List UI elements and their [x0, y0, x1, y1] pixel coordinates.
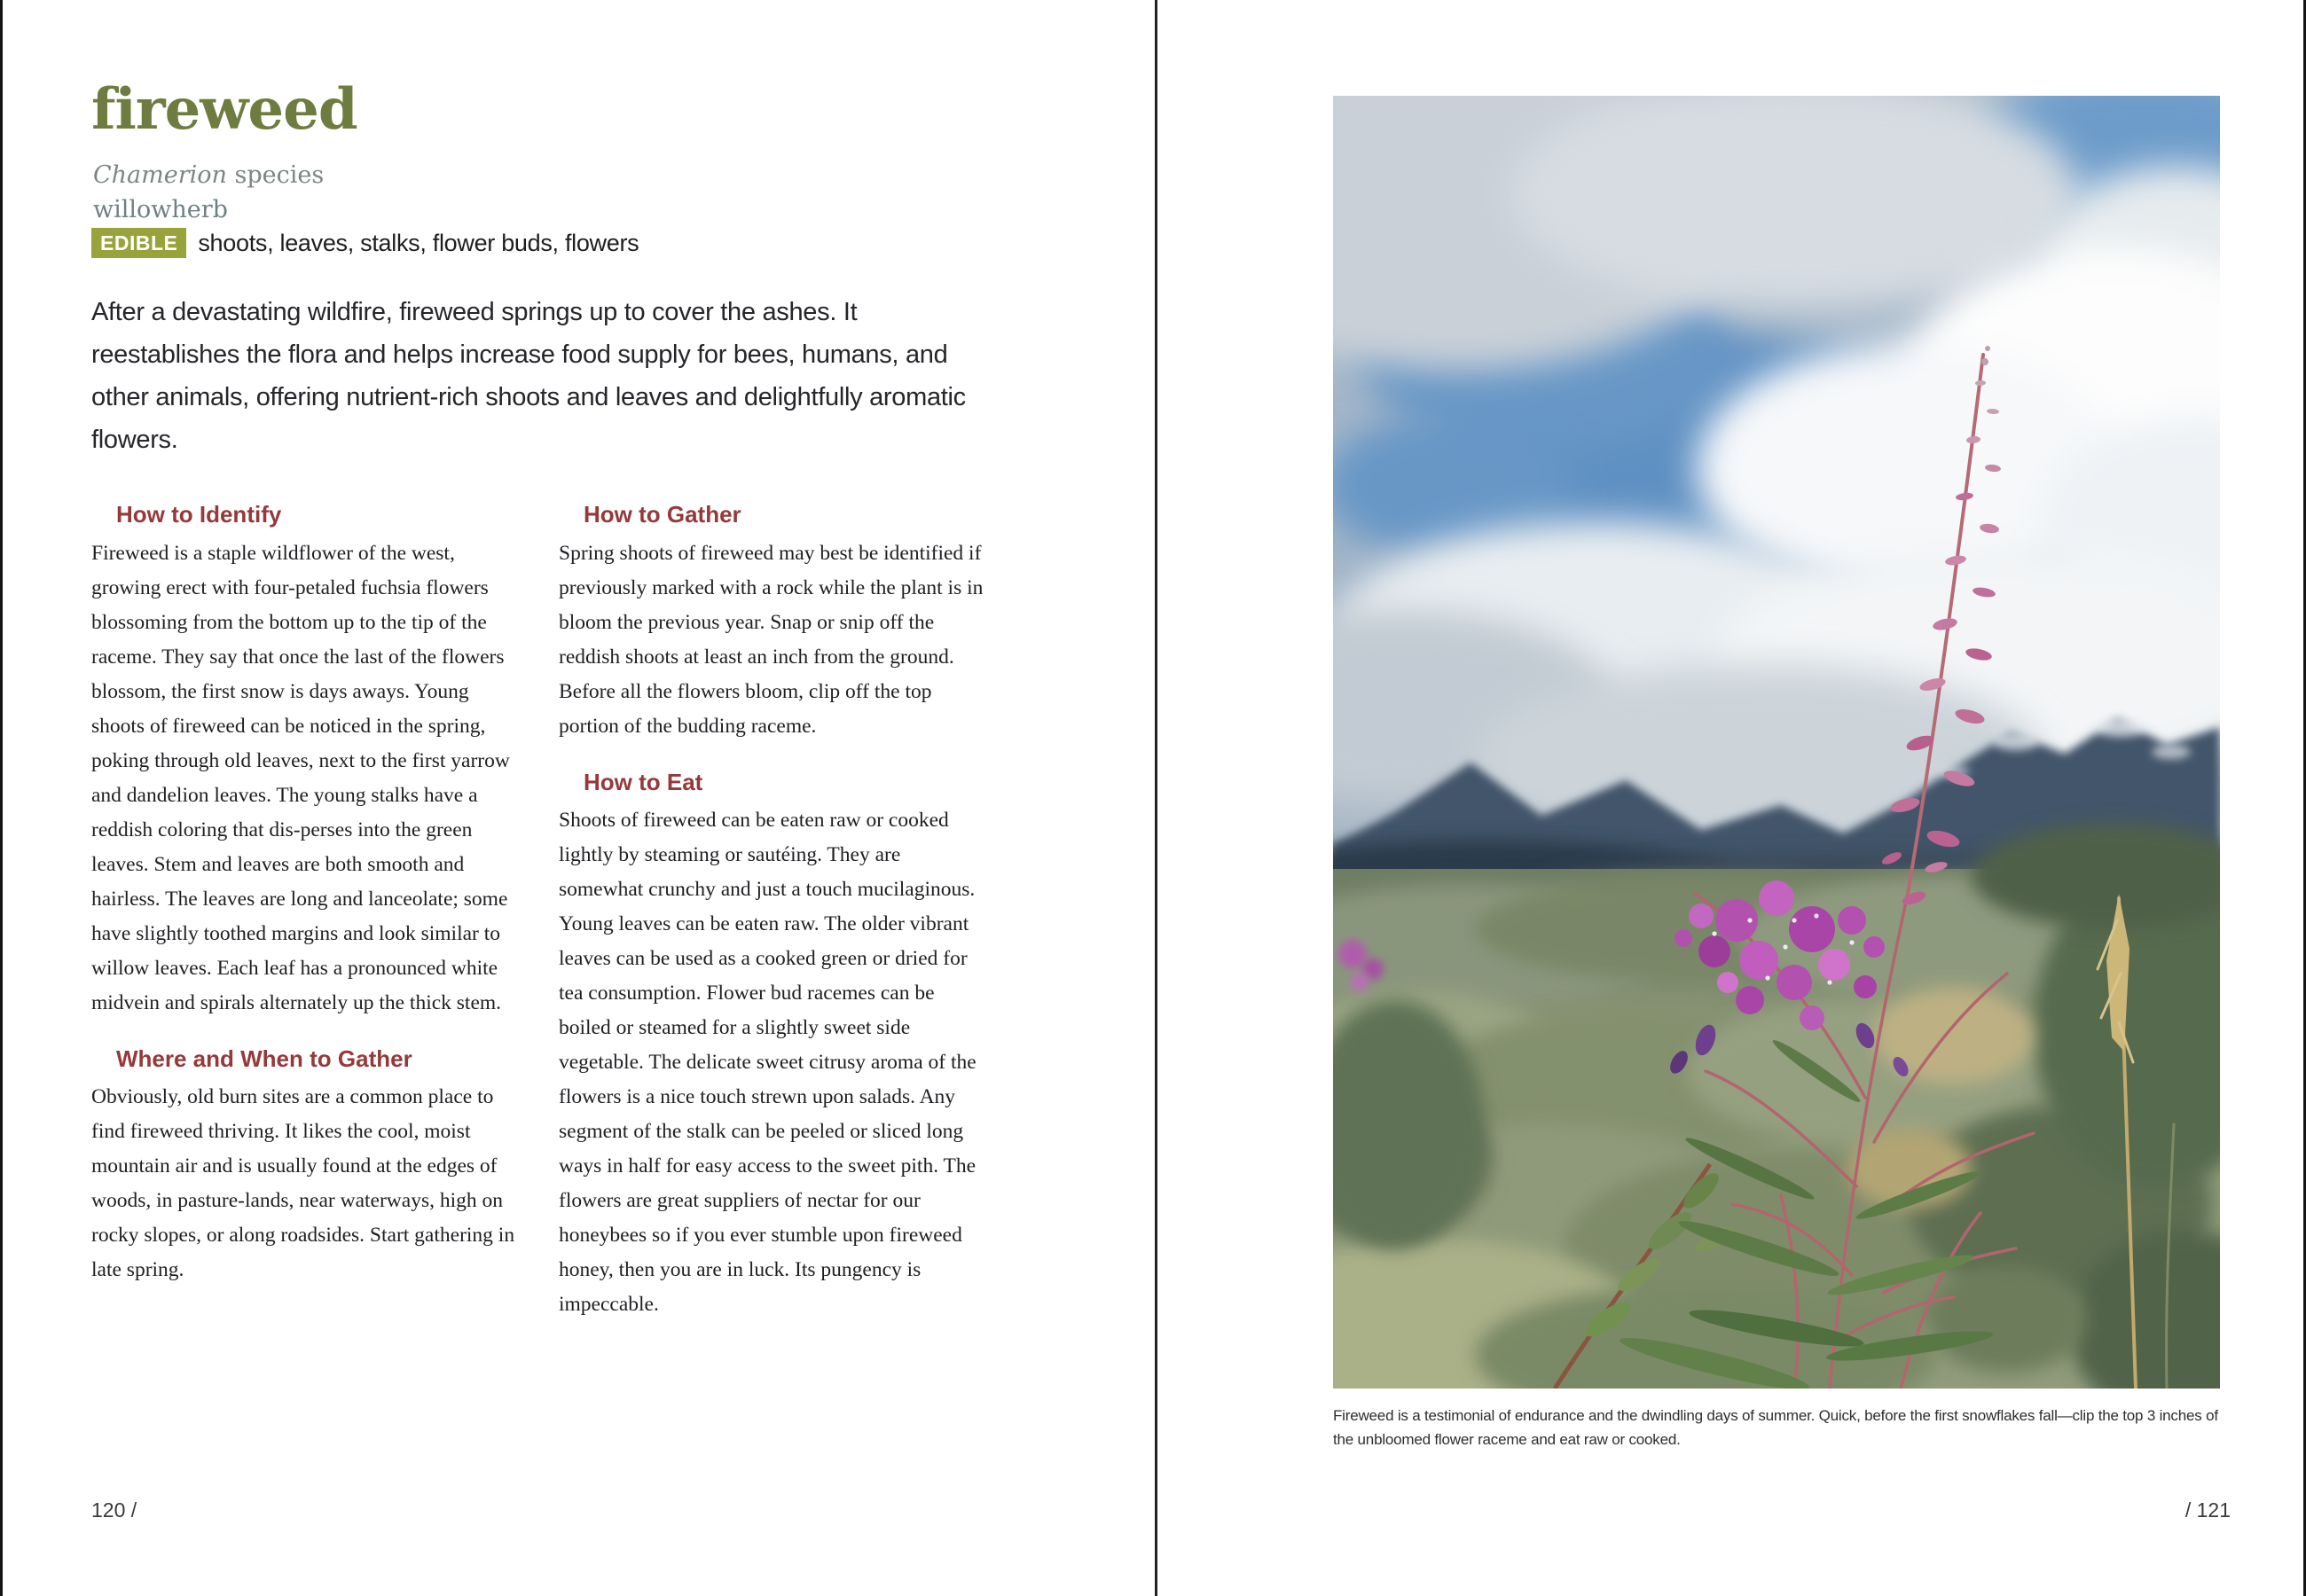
species-name — [93, 161, 324, 189]
column-left — [91, 502, 522, 1348]
species-genus: Chamerion — [93, 161, 227, 189]
section-body-where-when: Obviously, old burn sites are a common place to find fireweed thriving. It likes the cool, moist mountain air and is usually found at the edges of woods, in pasture-lands, near waterways, high on rocky slopes, or along roadsides. Start gathering in late spring. — [91, 1085, 515, 1282]
section-heading-identify: How to Identify — [116, 501, 282, 528]
page-number-right: / 121 — [2184, 1498, 2231, 1522]
edible-parts-list: shoots, leaves, stalks, flower buds, flowers — [198, 229, 639, 256]
section-body-identify: Fireweed is a staple wildflower of the west, growing erect with four-petaled fuchsia flowers blossoming from the bottom up to the tip of the raceme. They say that once the last of the flowers blossom, the first snow is days aways. Young shoots of fireweed can be noticed in the spring, poking through old leaves, next to the first yarrow and dandelion leaves. The young stalks have a reddish coloring that dis-perses into the green leaves. Stem and leaves are both smooth and hairless. The leaves are long and lanceolate; some have slightly toothed margins and look similar to willow leaves. Each leaf has a pronounced white midvein and spirals alternately up the thick stem. — [91, 541, 510, 1014]
page-number-left: 120 / — [91, 1498, 137, 1522]
species-suffix: species — [226, 161, 325, 189]
edible-row — [91, 228, 639, 258]
intro-paragraph: After a devastating wildfire, fireweed springs up to cover the ashes. It reestablishes the flora and helps increase food supply for bees, humans, and other animals, offering nutrient-rich shoots and leaves and delightfully aromatic flowers. — [91, 298, 966, 454]
fireweed-photo-illustration — [1333, 96, 2220, 1389]
page-title: fireweed — [91, 76, 357, 143]
section-heading-gather: How to Gather — [584, 501, 741, 528]
page-fold-divider — [1155, 0, 1157, 1596]
column-right — [559, 502, 989, 1348]
section-heading-where-when: Where and When to Gather — [116, 1044, 412, 1072]
section-body-gather: Spring shoots of fireweed may best be identified if previously marked with a rock while the plant is in bloom the previous year. Snap or snip off the reddish shoots at least an inch from the ground. Before all the flowers bloom, clip off the top portion of the budding raceme. — [559, 541, 984, 738]
edible-badge: EDIBLE — [91, 228, 186, 258]
common-name: willowherb — [93, 196, 228, 223]
photo-caption: Fireweed is a testimonial of endurance and the dwindling days of summer. Quick, before the first snowflakes fall—clip the top 3 inches of the unbloomed flower raceme and eat raw or cooked. — [1333, 1407, 2218, 1448]
section-heading-eat: How to Eat — [584, 768, 703, 795]
section-body-eat: Shoots of fireweed can be eaten raw or cooked lightly by steaming or sautéing. They are somewhat crunchy and just a touch mucilaginous. Young leaves can be eaten raw. The older vibrant leaves can be used as a cooked green or dried for tea consumption. Flower bud racemes can be boiled or steamed for a slightly sweet side vegetable. The delicate sweet citrusy aroma of the flowers is a nice touch strewn upon salads. Any segment of the stalk can be peeled or sliced long ways in half for easy access to the sweet pith. The flowers are great suppliers of nectar for our honeybees so if you ever stumble upon fireweed honey, then you are in luck. Its pungency is impeccable. — [559, 809, 977, 1317]
text-columns — [91, 502, 989, 1348]
fireweed-photo — [1333, 96, 2220, 1389]
